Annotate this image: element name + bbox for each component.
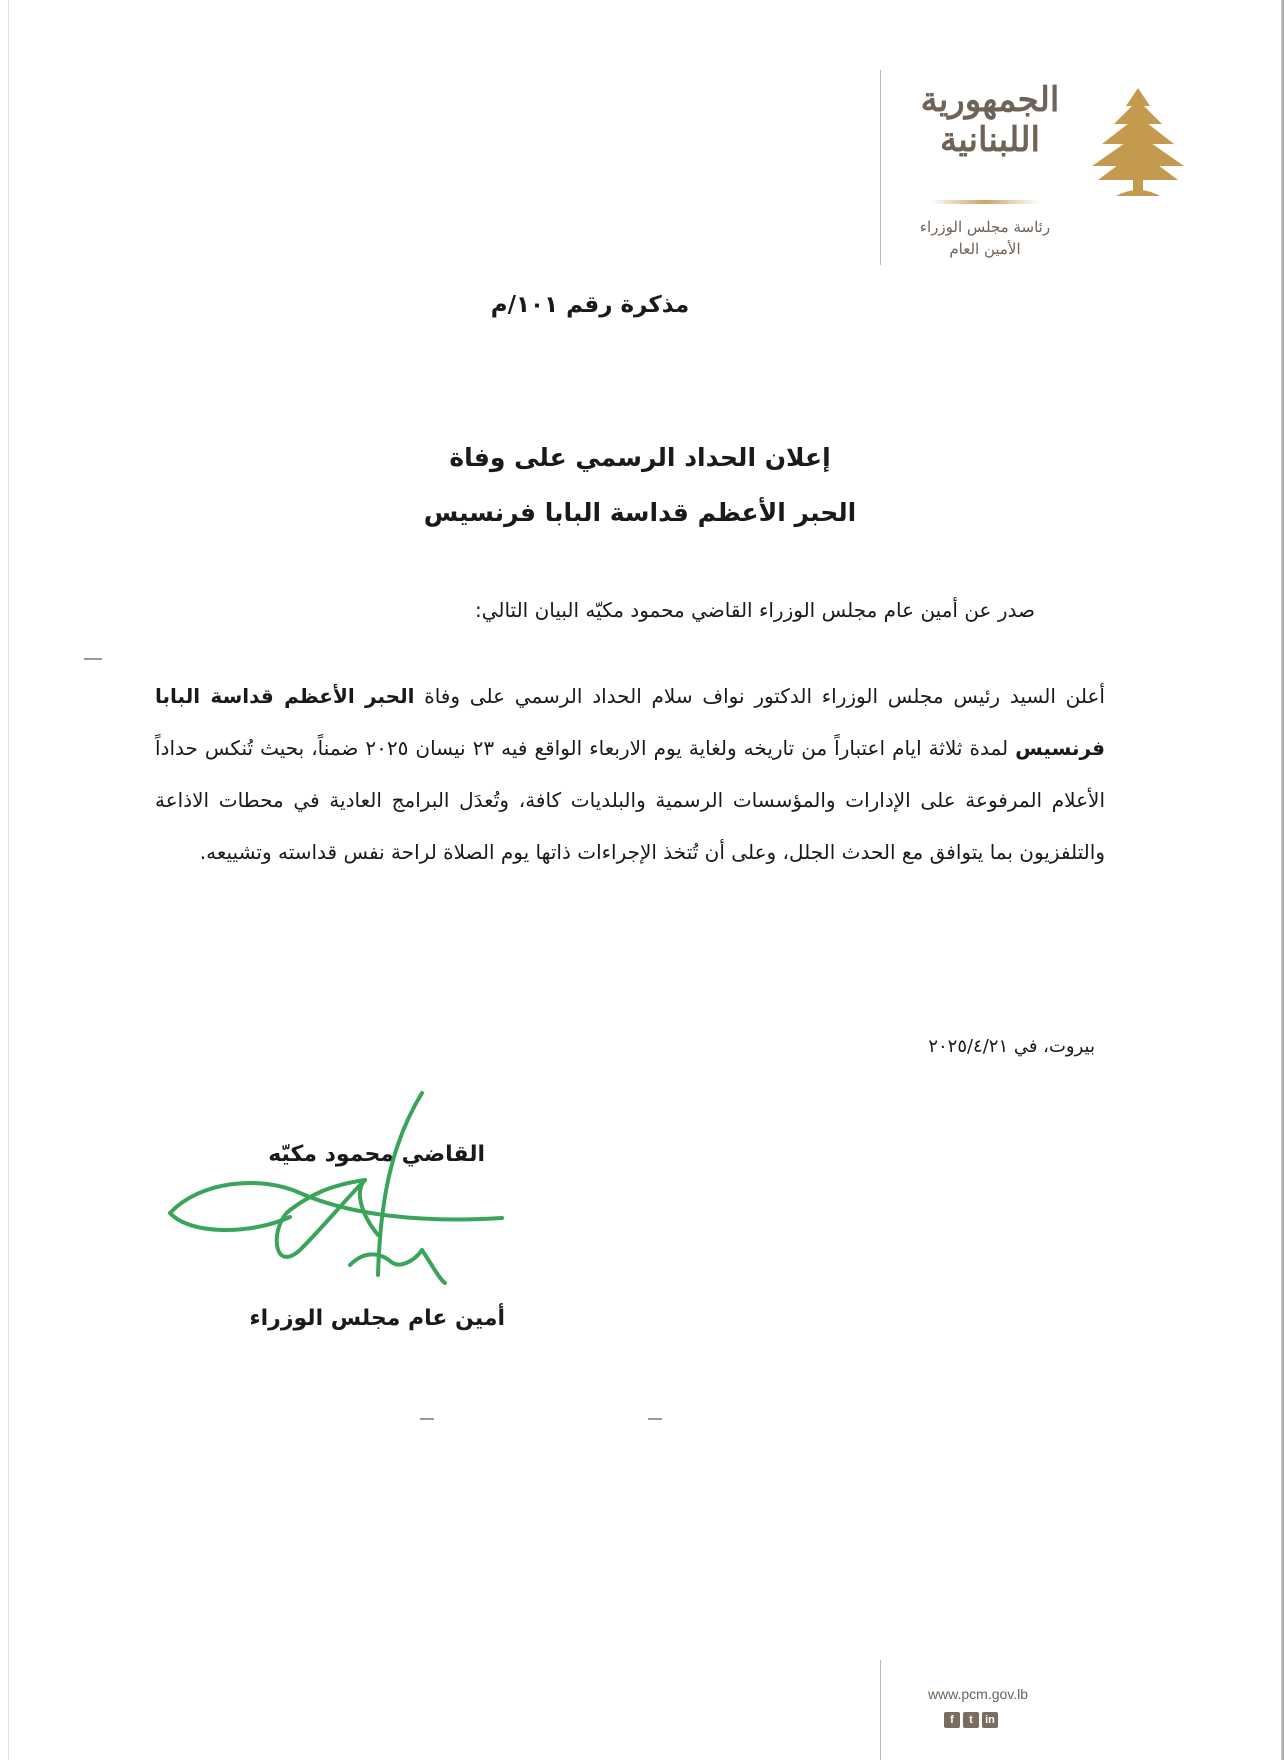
body-text-part-2: لمدة ثلاثة ايام اعتباراً من تاريخه ولغاية يوم الاربعاء الواقع فيه ٢٣ نيسان ٢٠٢٥ ضمناً، بحيث تُنكس حداداً الأعلام المرفوعة على الإدارات والمؤسسات الرسمية والبلديات كافة، وتُعدَل البرامج العادية في محطات الاذاعة والتلفزيون بما يتوافق مع الحدث الجلل، وعلى أن تُتخذ الإجراءات ذاتها يوم الصلاة لراحة نفس قداسته وتشييعه. bbox=[155, 736, 1105, 864]
signer-name: القاضي محمود مكيّه bbox=[268, 1142, 485, 1167]
footer-socials bbox=[944, 1712, 998, 1730]
body-emphasis: الحبر الأعظم قداسة البابا فرنسيس bbox=[155, 684, 1105, 760]
letterhead-office bbox=[900, 216, 1070, 260]
footer-website: www.pcm.gov.lb bbox=[927, 1686, 1029, 1702]
letterhead bbox=[880, 70, 1210, 270]
linkedin-icon: in bbox=[982, 1712, 998, 1728]
body-paragraph bbox=[155, 670, 1105, 878]
margin-mark bbox=[84, 658, 102, 660]
heading-line-2: الحبر الأعظم قداسة البابا فرنسيس bbox=[423, 498, 857, 527]
signer-title: أمين عام مجلس الوزراء bbox=[249, 1306, 505, 1331]
letterhead-country-line-2: اللبنانية bbox=[940, 120, 1040, 160]
footer-divider bbox=[880, 1660, 881, 1760]
letterhead-position: الأمين العام bbox=[949, 240, 1021, 258]
letterhead-office-name: رئاسة مجلس الوزراء bbox=[919, 218, 1051, 236]
letterhead-country-line-1: الجمهورية bbox=[920, 80, 1060, 120]
document-heading bbox=[360, 430, 920, 540]
memo-number: مذكرة رقم ١٠١/م bbox=[490, 292, 690, 318]
body-text-part-1: أعلن السيد رئيس مجلس الوزراء الدكتور نواف سلام الحداد الرسمي على وفاة bbox=[414, 684, 1105, 708]
fold-mark-right bbox=[648, 1418, 662, 1420]
signature-icon bbox=[160, 1085, 510, 1290]
twitter-icon: t bbox=[963, 1712, 979, 1728]
letterhead-ornament bbox=[930, 200, 1040, 204]
letterhead-country bbox=[890, 80, 1090, 160]
intro-statement: صدر عن أمين عام مجلس الوزراء القاضي محمود مكيّه البيان التالي: bbox=[474, 598, 1035, 622]
page-edge bbox=[8, 0, 9, 1760]
letterhead-divider bbox=[880, 70, 881, 265]
date-line: بيروت، في ٢٠٢٥/٤/٢١ bbox=[928, 1036, 1095, 1057]
fold-mark-left bbox=[420, 1418, 434, 1420]
heading-line-1: إعلان الحداد الرسمي على وفاة bbox=[449, 443, 831, 472]
facebook-icon: f bbox=[944, 1712, 960, 1728]
cedar-emblem-icon bbox=[1088, 84, 1188, 202]
